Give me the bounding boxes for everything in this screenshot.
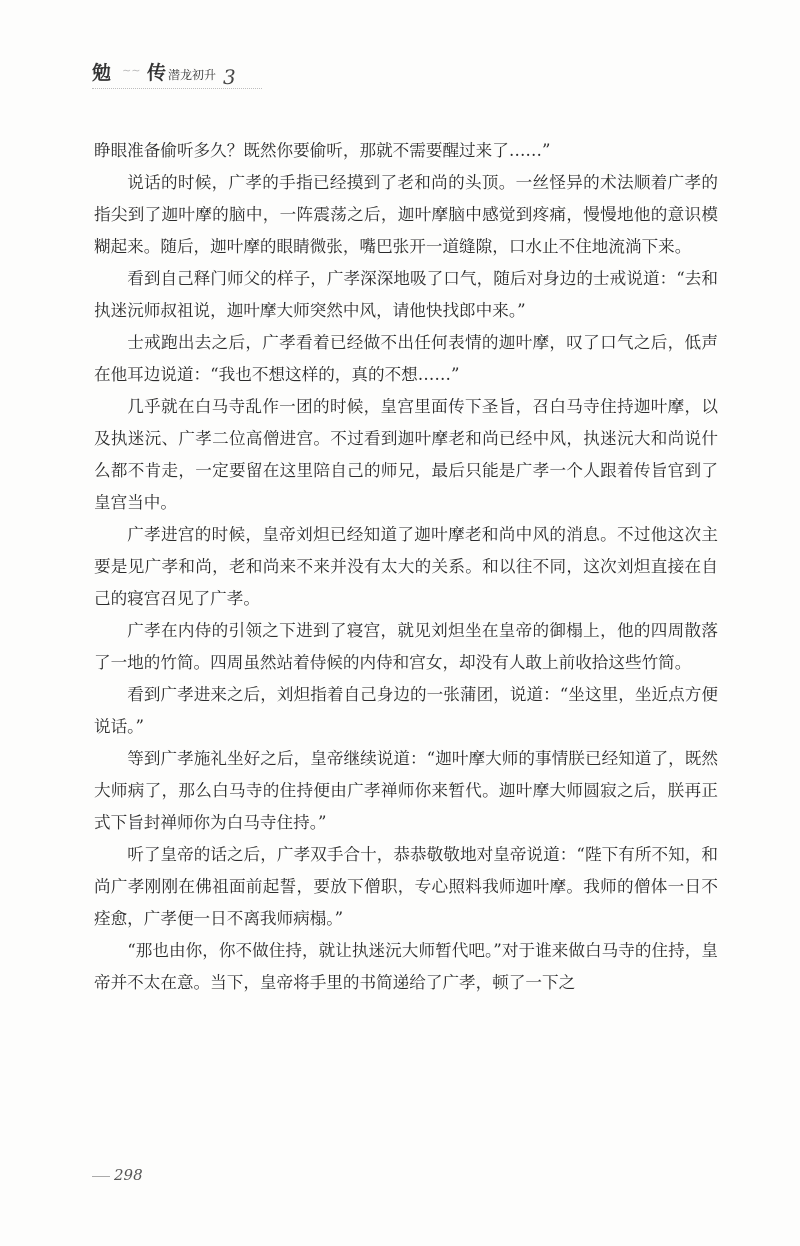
swirl-ornament-icon: ∼∼ xyxy=(122,64,141,77)
paragraph: 看到广孝进来之后，刘炟指着自己身边的一张蒲团，说道：“坐这里，坐近点方便说话。” xyxy=(94,685,718,736)
paragraph: 士戒跑出去之后，广孝看着已经做不出任何表情的迦叶摩，叹了口气之后，低声在他耳边说道：“我也不想这样的，真的不想……” xyxy=(94,333,718,384)
header-series-title: 潜龙初升 xyxy=(168,68,217,82)
footer-dash xyxy=(92,1176,110,1177)
paragraph: 广孝在内侍的引领之下进到了寝宫，就见刘炟坐在皇帝的御榻上，他的四周散落了一地的竹简。四周虽然站着侍候的内侍和宫女，却没有人敢上前收拾这些竹简。 xyxy=(94,621,718,672)
paragraph: 睁眼准备偷听多久？既然你要偷听，那就不需要醒过来了……” xyxy=(94,141,551,160)
header-title-char-2: 传 xyxy=(147,62,167,84)
paragraph: 看到自己释门师父的样子，广孝深深地吸了口气，随后对身边的士戒说道：“去和执迷沅师叔祖说，迦叶摩大师突然中风，请他快找郎中来。” xyxy=(94,269,718,320)
body-text xyxy=(94,135,718,999)
page-footer xyxy=(92,1166,143,1184)
paragraph: 说话的时候，广孝的手指已经摸到了老和尚的头顶。一丝怪异的术法顺着广孝的指尖到了迦叶摩的脑中，一阵震荡之后，迦叶摩脑中感觉到疼痛，慢慢地他的意识模糊起来。随后，迦叶摩的眼睛微张，嘴巴张开一道缝隙，口水止不住地流淌下来。 xyxy=(94,173,718,256)
paragraph: “那也由你，你不做住持，就让执迷沅大师暂代吧。”对于谁来做白马寺的住持，皇帝并不太在意。当下，皇帝将手里的书简递给了广孝，顿了一下之 xyxy=(94,941,718,992)
page-number: 298 xyxy=(114,1166,143,1184)
header-title-char-1: 勉 xyxy=(92,62,114,84)
header-divider xyxy=(92,88,262,89)
paragraph: 听了皇帝的话之后，广孝双手合十，恭恭敬敬地对皇帝说道：“陛下有所不知，和尚广孝刚刚在佛祖面前起誓，要放下僧职，专心照料我师迦叶摩。我师的僧体一日不痊愈，广孝便一日不离我师病榻。” xyxy=(94,845,718,928)
paragraph: 广孝进宫的时候，皇帝刘炟已经知道了迦叶摩老和尚中风的消息。不过他这次主要是见广孝和尚，老和尚来不来并没有太大的关系。和以往不同，这次刘炟直接在自己的寝宫召见了广孝。 xyxy=(94,525,718,608)
running-header xyxy=(92,58,732,98)
paragraph: 等到广孝施礼坐好之后，皇帝继续说道：“迦叶摩大师的事情朕已经知道了，既然大师病了，那么白马寺的住持便由广孝禅师你来暂代。迦叶摩大师圆寂之后，朕再正式下旨封禅师你为白马寺住持。” xyxy=(94,749,718,832)
paragraph: 几乎就在白马寺乱作一团的时候，皇宫里面传下圣旨，召白马寺住持迦叶摩，以及执迷沅、广孝二位高僧进宫。不过看到迦叶摩老和尚已经中风，执迷沅大和尚说什么都不肯走，一定要留在这里陪自己的师兄，最后只能是广孝一个人跟着传旨官到了皇宫当中。 xyxy=(94,397,718,512)
header-volume-number: 3 xyxy=(223,65,236,89)
